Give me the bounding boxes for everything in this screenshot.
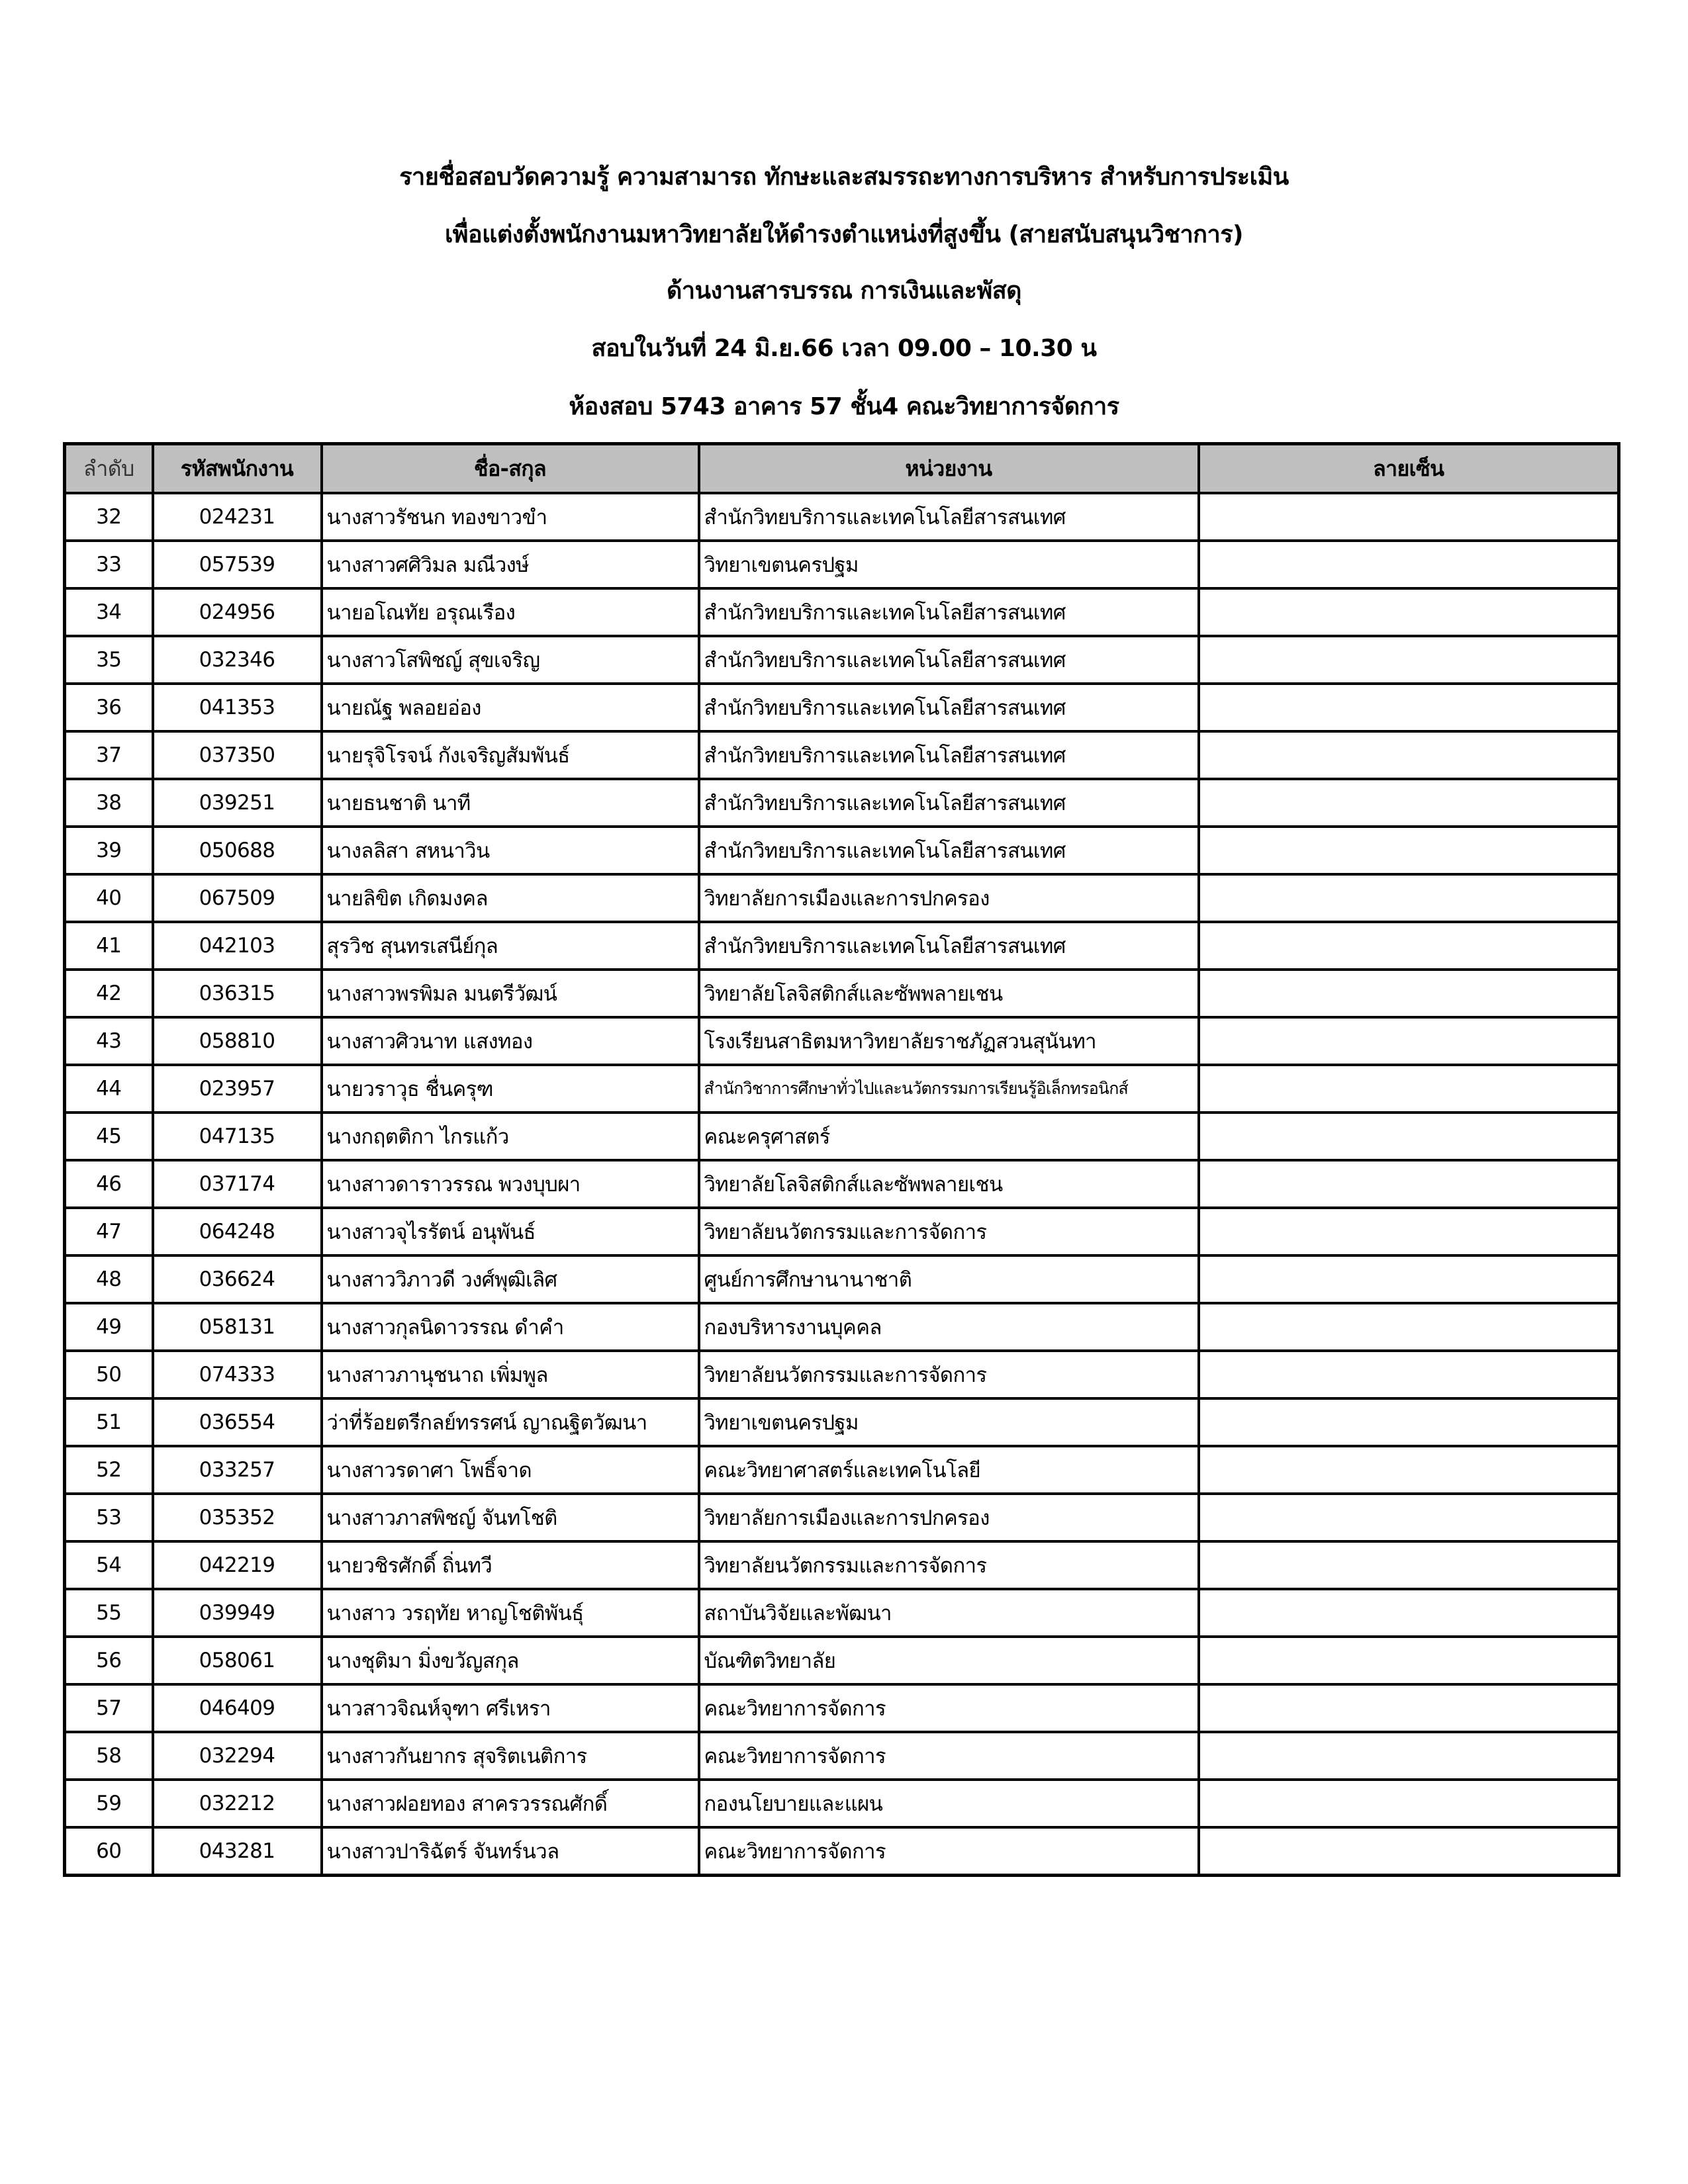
table-row [65, 1446, 1619, 1494]
row-full-name: นางสาวดาราวรรณ พวงบุบผา [322, 1160, 699, 1208]
row-employee-id: 047135 [153, 1113, 322, 1160]
table-row [65, 1494, 1619, 1541]
row-order: 33 [65, 541, 153, 588]
row-full-name: สุรวิช สุนทรเสนีย์กุล [322, 922, 699, 970]
row-full-name: นางสาวปาริฉัตร์ จันทร์นวล [322, 1827, 699, 1876]
table-row [65, 1541, 1619, 1589]
column-header-department: หน่วยงาน [699, 444, 1199, 494]
table-row [65, 1208, 1619, 1255]
table-row [65, 1017, 1619, 1065]
row-order: 43 [65, 1017, 153, 1065]
row-department: คณะครุศาสตร์ [699, 1113, 1199, 1160]
row-employee-id: 058131 [153, 1303, 322, 1351]
exam-room: ห้องสอบ 5743 อาคาร 57 ชั้น4 คณะวิทยาการจัดการ [569, 393, 1119, 420]
row-full-name: นางสาวรัชนก ทองขาวขำ [322, 493, 699, 541]
table-row [65, 1637, 1619, 1684]
row-full-name: นางสาวกันยากร สุจริตเนติการ [322, 1732, 699, 1780]
row-department: คณะวิทยาการจัดการ [699, 1827, 1199, 1876]
row-signature-field[interactable] [1199, 1255, 1619, 1303]
row-department: สำนักวิชาการศึกษาทั่วไปและนวัตกรรมการเรียนรู้อิเล็กทรอนิกส์ [699, 1065, 1199, 1113]
roster-body [65, 493, 1619, 1876]
row-order: 46 [65, 1160, 153, 1208]
row-order: 50 [65, 1351, 153, 1398]
row-signature-field[interactable] [1199, 1065, 1619, 1113]
row-signature-field[interactable] [1199, 1398, 1619, 1446]
row-full-name: นายลิขิต เกิดมงคล [322, 874, 699, 922]
row-department: คณะวิทยาการจัดการ [699, 1732, 1199, 1780]
row-full-name: นาวสาวจิณห์จุฑา ศรีเหรา [322, 1684, 699, 1732]
row-employee-id: 032212 [153, 1780, 322, 1827]
row-department: ศูนย์การศึกษานานาชาติ [699, 1255, 1199, 1303]
row-order: 53 [65, 1494, 153, 1541]
row-employee-id: 037174 [153, 1160, 322, 1208]
row-employee-id: 023957 [153, 1065, 322, 1113]
row-employee-id: 050688 [153, 827, 322, 874]
title-line-3: ด้านงานสารบรรณ การเงินและพัสดุ [666, 277, 1022, 304]
table-row [65, 1113, 1619, 1160]
column-header-employee-id: รหัสพนักงาน [153, 444, 322, 494]
table-row [65, 493, 1619, 541]
row-order: 57 [65, 1684, 153, 1732]
row-full-name: นายอโณทัย อรุณเรือง [322, 588, 699, 636]
table-header-row [65, 444, 1619, 494]
row-order: 36 [65, 684, 153, 731]
table-row [65, 731, 1619, 779]
row-order: 55 [65, 1589, 153, 1637]
row-signature-field[interactable] [1199, 1303, 1619, 1351]
row-department: คณะวิทยาศาสตร์และเทคโนโลยี [699, 1446, 1199, 1494]
row-order: 58 [65, 1732, 153, 1780]
row-employee-id: 024231 [153, 493, 322, 541]
row-order: 56 [65, 1637, 153, 1684]
row-signature-field[interactable] [1199, 541, 1619, 588]
row-full-name: นางสาวพรพิมล มนตรีวัฒน์ [322, 970, 699, 1017]
row-order: 37 [65, 731, 153, 779]
row-department: สำนักวิทยบริการและเทคโนโลยีสารสนเทศ [699, 684, 1199, 731]
row-employee-id: 074333 [153, 1351, 322, 1398]
row-signature-field[interactable] [1199, 970, 1619, 1017]
row-employee-id: 033257 [153, 1446, 322, 1494]
row-department: กองนโยบายและแผน [699, 1780, 1199, 1827]
row-full-name: นายธนชาติ นาที [322, 779, 699, 827]
row-signature-field[interactable] [1199, 1732, 1619, 1780]
row-department: สำนักวิทยบริการและเทคโนโลยีสารสนเทศ [699, 827, 1199, 874]
exam-datetime: สอบในวันที่ 24 มิ.ย.66 เวลา 09.00 – 10.30 น [591, 335, 1097, 362]
row-department: วิทยาลัยโลจิสติกส์และซัพพลายเชน [699, 1160, 1199, 1208]
row-department: วิทยาลัยนวัตกรรมและการจัดการ [699, 1541, 1199, 1589]
row-order: 42 [65, 970, 153, 1017]
row-department: สำนักวิทยบริการและเทคโนโลยีสารสนเทศ [699, 731, 1199, 779]
row-employee-id: 039251 [153, 779, 322, 827]
row-department: สำนักวิทยบริการและเทคโนโลยีสารสนเทศ [699, 636, 1199, 684]
table-row [65, 970, 1619, 1017]
row-employee-id: 037350 [153, 731, 322, 779]
row-employee-id: 036554 [153, 1398, 322, 1446]
row-signature-field[interactable] [1199, 731, 1619, 779]
table-row [65, 874, 1619, 922]
row-full-name: นางสาวโสพิชญ์ สุขเจริญ [322, 636, 699, 684]
row-full-name: นางสาวรดาศา โพธิ์จาด [322, 1446, 699, 1494]
row-full-name: นางสาวกุลนิดาวรรณ ดำคำ [322, 1303, 699, 1351]
row-order: 38 [65, 779, 153, 827]
table-row [65, 922, 1619, 970]
row-order: 34 [65, 588, 153, 636]
row-full-name: นางสาวศิวนาท แสงทอง [322, 1017, 699, 1065]
row-order: 52 [65, 1446, 153, 1494]
row-signature-field[interactable] [1199, 684, 1619, 731]
row-signature-field[interactable] [1199, 1208, 1619, 1255]
row-signature-field[interactable] [1199, 1113, 1619, 1160]
table-row [65, 779, 1619, 827]
row-department: บัณฑิตวิทยาลัย [699, 1637, 1199, 1684]
row-order: 51 [65, 1398, 153, 1446]
row-full-name: นางชุติมา มิ่งขวัญสกุล [322, 1637, 699, 1684]
row-department: กองบริหารงานบุคคล [699, 1303, 1199, 1351]
row-order: 39 [65, 827, 153, 874]
row-signature-field[interactable] [1199, 588, 1619, 636]
row-full-name: นางสาวศศิวิมล มณีวงษ์ [322, 541, 699, 588]
row-order: 35 [65, 636, 153, 684]
row-department: วิทยาลัยนวัตกรรมและการจัดการ [699, 1208, 1199, 1255]
row-department: สำนักวิทยบริการและเทคโนโลยีสารสนเทศ [699, 779, 1199, 827]
row-full-name: นายณัฐ พลอยอ่อง [322, 684, 699, 731]
row-full-name: ว่าที่ร้อยตรีกลย์ทรรศน์ ญาณฐิตวัฒนา [322, 1398, 699, 1446]
row-department: สำนักวิทยบริการและเทคโนโลยีสารสนเทศ [699, 493, 1199, 541]
row-full-name: นางกฤตติกา ไกรแก้ว [322, 1113, 699, 1160]
row-signature-field[interactable] [1199, 827, 1619, 874]
table-row [65, 1255, 1619, 1303]
row-employee-id: 041353 [153, 684, 322, 731]
table-row [65, 1780, 1619, 1827]
row-order: 49 [65, 1303, 153, 1351]
roster-table [63, 442, 1620, 1877]
table-row [65, 1684, 1619, 1732]
title-line-2: เพื่อแต่งตั้งพนักงานมหาวิทยาลัยให้ดำรงตำแหน่งที่สูงขึ้น (สายสนับสนุนวิชาการ) [445, 221, 1243, 248]
row-employee-id: 058810 [153, 1017, 322, 1065]
row-signature-field[interactable] [1199, 1446, 1619, 1494]
row-employee-id: 057539 [153, 541, 322, 588]
row-signature-field[interactable] [1199, 636, 1619, 684]
row-employee-id: 036624 [153, 1255, 322, 1303]
row-full-name: นายวชิรศักดิ์ ถิ่นทวี [322, 1541, 699, 1589]
row-order: 32 [65, 493, 153, 541]
row-department: วิทยาลัยนวัตกรรมและการจัดการ [699, 1351, 1199, 1398]
row-employee-id: 039949 [153, 1589, 322, 1637]
table-row [65, 588, 1619, 636]
table-row [65, 1398, 1619, 1446]
row-department: สำนักวิทยบริการและเทคโนโลยีสารสนเทศ [699, 588, 1199, 636]
column-header-order: ลำดับ [65, 444, 153, 494]
row-employee-id: 042103 [153, 922, 322, 970]
row-department: วิทยาเขตนครปฐม [699, 541, 1199, 588]
row-department: สถาบันวิจัยและพัฒนา [699, 1589, 1199, 1637]
row-department: วิทยาเขตนครปฐม [699, 1398, 1199, 1446]
row-employee-id: 042219 [153, 1541, 322, 1589]
table-row [65, 636, 1619, 684]
row-order: 41 [65, 922, 153, 970]
table-row [65, 1065, 1619, 1113]
row-employee-id: 032294 [153, 1732, 322, 1780]
row-order: 44 [65, 1065, 153, 1113]
row-signature-field[interactable] [1199, 1351, 1619, 1398]
row-signature-field[interactable] [1199, 493, 1619, 541]
table-row [65, 1589, 1619, 1637]
table-row [65, 1303, 1619, 1351]
table-row [65, 541, 1619, 588]
row-signature-field[interactable] [1199, 1541, 1619, 1589]
row-employee-id: 067509 [153, 874, 322, 922]
row-employee-id: 032346 [153, 636, 322, 684]
row-department: วิทยาลัยการเมืองและการปกครอง [699, 1494, 1199, 1541]
row-signature-field[interactable] [1199, 1494, 1619, 1541]
row-signature-field[interactable] [1199, 1684, 1619, 1732]
column-header-signature: ลายเซ็น [1199, 444, 1619, 494]
row-employee-id: 064248 [153, 1208, 322, 1255]
row-signature-field[interactable] [1199, 1017, 1619, 1065]
row-department: คณะวิทยาการจัดการ [699, 1684, 1199, 1732]
row-order: 40 [65, 874, 153, 922]
row-employee-id: 035352 [153, 1494, 322, 1541]
row-signature-field[interactable] [1199, 874, 1619, 922]
row-order: 59 [65, 1780, 153, 1827]
row-signature-field[interactable] [1199, 1827, 1619, 1876]
row-full-name: นางสาววิภาวดี วงศ์พุฒิเลิศ [322, 1255, 699, 1303]
table-row [65, 1351, 1619, 1398]
row-department: สำนักวิทยบริการและเทคโนโลยีสารสนเทศ [699, 922, 1199, 970]
table-row [65, 1732, 1619, 1780]
row-full-name: นางสาวจุไรรัตน์ อนุพันธ์ [322, 1208, 699, 1255]
row-order: 47 [65, 1208, 153, 1255]
row-full-name: นางสาวภาสพิชญ์ จันทโชติ [322, 1494, 699, 1541]
row-employee-id: 036315 [153, 970, 322, 1017]
row-full-name: นางลลิสา สหนาวิน [322, 827, 699, 874]
row-signature-field[interactable] [1199, 1780, 1619, 1827]
row-employee-id: 046409 [153, 1684, 322, 1732]
table-row [65, 1827, 1619, 1876]
row-full-name: นางสาว วรฤทัย หาญโชติพันธุ์ [322, 1589, 699, 1637]
row-signature-field[interactable] [1199, 1160, 1619, 1208]
row-department: โรงเรียนสาธิตมหาวิทยาลัยราชภัฏสวนสุนันทา [699, 1017, 1199, 1065]
row-signature-field[interactable] [1199, 1637, 1619, 1684]
title-line-1: รายชื่อสอบวัดความรู้ ความสามารถ ทักษะและสมรรถะทางการบริหาร สำหรับการประเมิน [399, 163, 1289, 191]
table-row [65, 827, 1619, 874]
table-row [65, 684, 1619, 731]
row-order: 54 [65, 1541, 153, 1589]
row-employee-id: 058061 [153, 1637, 322, 1684]
row-full-name: นางสาวฝอยทอง สาครวรรณศักดิ์ [322, 1780, 699, 1827]
row-order: 48 [65, 1255, 153, 1303]
row-signature-field[interactable] [1199, 779, 1619, 827]
row-signature-field[interactable] [1199, 1589, 1619, 1637]
row-employee-id: 024956 [153, 588, 322, 636]
row-employee-id: 043281 [153, 1827, 322, 1876]
column-header-full-name: ชื่อ-สกุล [322, 444, 699, 494]
row-signature-field[interactable] [1199, 922, 1619, 970]
row-department: วิทยาลัยการเมืองและการปกครอง [699, 874, 1199, 922]
row-order: 60 [65, 1827, 153, 1876]
row-full-name: นายรุจิโรจน์ กังเจริญสัมพันธ์ [322, 731, 699, 779]
row-order: 45 [65, 1113, 153, 1160]
row-full-name: นายวราวุธ ชื่นครุฑ [322, 1065, 699, 1113]
row-full-name: นางสาวภานุชนาถ เพิ่มพูล [322, 1351, 699, 1398]
table-row [65, 1160, 1619, 1208]
row-department: วิทยาลัยโลจิสติกส์และซัพพลายเชน [699, 970, 1199, 1017]
